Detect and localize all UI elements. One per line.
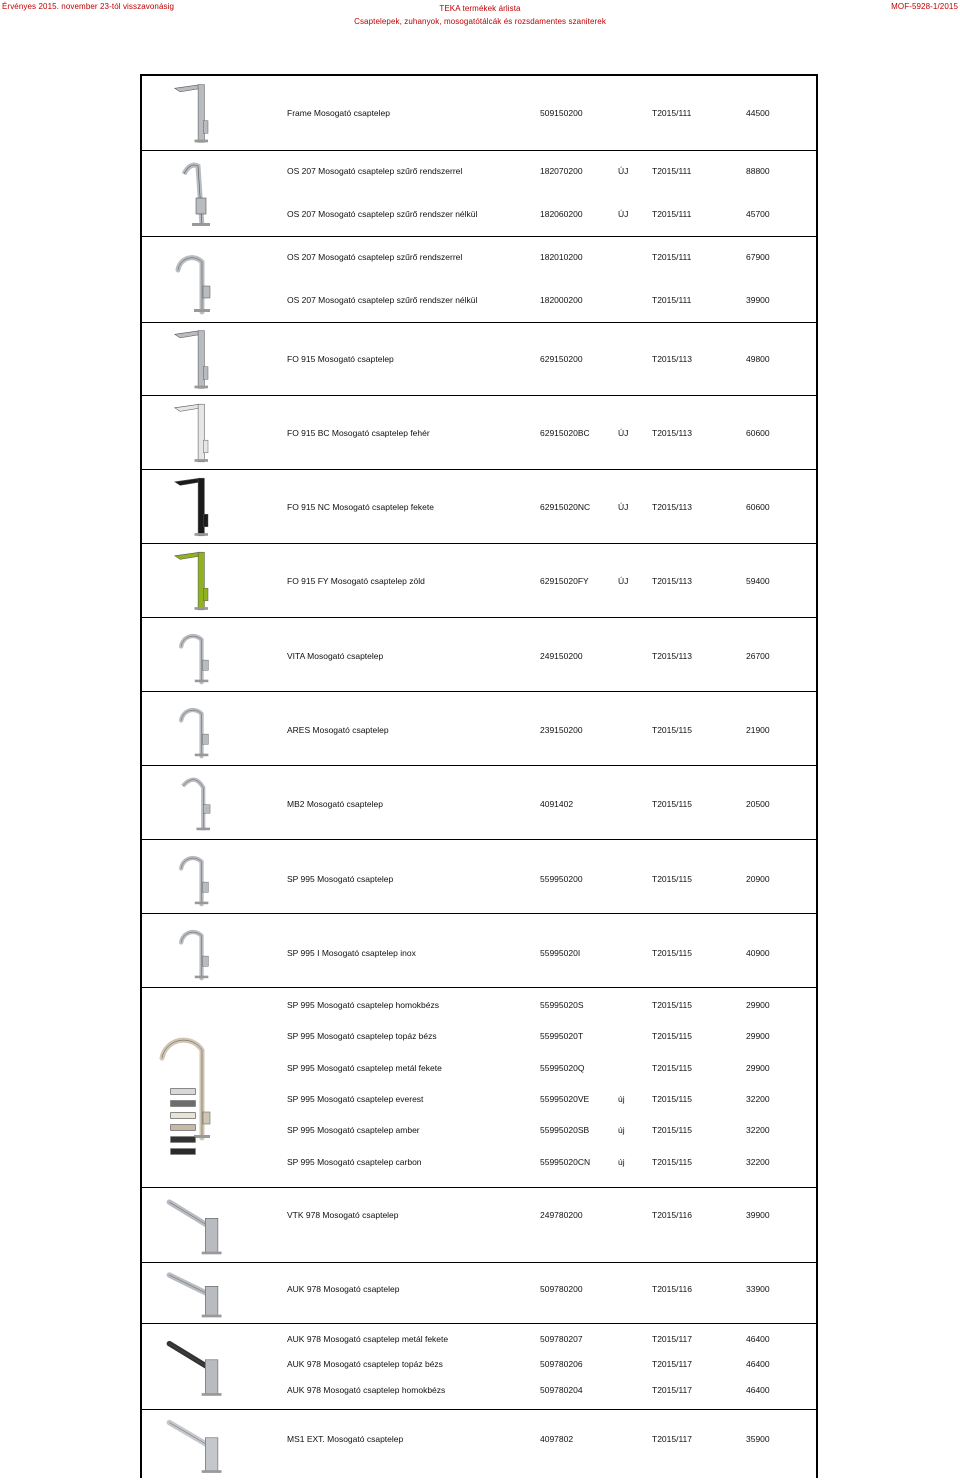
product-price: 32200 <box>746 1125 770 1135</box>
product-price: 46400 <box>746 1359 770 1369</box>
product-name: SP 995 I Mosogató csaptelep inox <box>287 948 416 958</box>
product-row <box>142 1434 816 1448</box>
product-code: 249150200 <box>540 651 583 661</box>
product-name: OS 207 Mosogató csaptelep szűrő rendszer nélkül <box>287 295 478 305</box>
product-code: 55995020VE <box>540 1094 590 1104</box>
product-name: FO 915 BC Mosogató csaptelep fehér <box>287 428 430 438</box>
product-code: 509780204 <box>540 1385 583 1395</box>
product-group <box>142 1410 816 1480</box>
catalog-ref: T2015/113 <box>652 502 693 512</box>
product-price: 45700 <box>746 209 770 219</box>
product-price: 60600 <box>746 502 770 512</box>
product-name: MS1 EXT. Mosogató csaptelep <box>287 1434 404 1444</box>
product-price: 32200 <box>746 1094 770 1104</box>
product-name: SP 995 Mosogató csaptelep homokbézs <box>287 1000 439 1010</box>
product-row <box>142 108 816 122</box>
product-row <box>142 166 816 180</box>
product-code: 55995020I <box>540 948 581 958</box>
product-price: 40900 <box>746 948 770 958</box>
product-price: 88800 <box>746 166 770 176</box>
product-row <box>142 502 816 516</box>
catalog-ref: T2015/115 <box>652 725 693 735</box>
catalog-ref: T2015/115 <box>652 1063 693 1073</box>
new-badge: ÚJ <box>618 502 629 512</box>
product-price: 39900 <box>746 295 770 305</box>
product-price: 46400 <box>746 1385 770 1395</box>
product-code: 55995020T <box>540 1031 584 1041</box>
product-row <box>142 1210 816 1224</box>
product-name: FO 915 NC Mosogató csaptelep fekete <box>287 502 434 512</box>
catalog-ref: T2015/116 <box>652 1284 693 1294</box>
product-name: MB2 Mosogató csaptelep <box>287 799 383 809</box>
product-row <box>142 799 816 813</box>
catalog-ref: T2015/115 <box>652 1000 693 1010</box>
catalog-ref: T2015/115 <box>652 1157 693 1167</box>
product-group <box>142 766 816 840</box>
product-name: FO 915 Mosogató csaptelep <box>287 354 394 364</box>
product-code: 55995020SB <box>540 1125 590 1135</box>
validity-note: Érvényes 2015. november 23-tól visszavonásig <box>2 2 175 11</box>
document-subtitle: Csaptelepek, zuhanyok, mosogatótálcák és rozsdamentes szaniterek <box>354 17 606 26</box>
product-name: AUK 978 Mosogató csaptelep homokbézs <box>287 1385 446 1395</box>
product-row <box>142 295 816 309</box>
product-name: AUK 978 Mosogató csaptelep metál fekete <box>287 1334 449 1344</box>
product-name: SP 995 Mosogató csaptelep <box>287 874 394 884</box>
faucet-icon <box>154 151 244 237</box>
product-code: 4097802 <box>540 1434 574 1444</box>
product-name: SP 995 Mosogató csaptelep carbon <box>287 1157 422 1167</box>
product-row <box>142 354 816 368</box>
product-name: ARES Mosogató csaptelep <box>287 725 389 735</box>
new-badge: ÚJ <box>618 576 629 586</box>
catalog-ref: T2015/111 <box>652 209 692 219</box>
catalog-ref: T2015/117 <box>652 1334 693 1344</box>
catalog-ref: T2015/115 <box>652 1031 693 1041</box>
new-badge: új <box>618 1157 625 1167</box>
catalog-ref: T2015/113 <box>652 428 693 438</box>
product-code: 182010200 <box>540 252 583 262</box>
product-name: AUK 978 Mosogató csaptelep <box>287 1284 400 1294</box>
product-code: 182070200 <box>540 166 583 176</box>
product-code: 62915020BC <box>540 428 590 438</box>
catalog-ref: T2015/115 <box>652 799 693 809</box>
catalog-ref: T2015/111 <box>652 252 692 262</box>
product-code: 55995020Q <box>540 1063 585 1073</box>
product-group <box>142 988 816 1188</box>
catalog-ref: T2015/111 <box>652 108 692 118</box>
color-swatch-icon <box>170 1112 196 1119</box>
product-row <box>142 725 816 739</box>
product-group <box>142 76 816 151</box>
product-name: SP 995 Mosogató csaptelep metál fekete <box>287 1063 442 1073</box>
product-price: 29900 <box>746 1063 770 1073</box>
product-code: 509780206 <box>540 1359 583 1369</box>
product-group <box>142 840 816 914</box>
product-name: FO 915 FY Mosogató csaptelep zöld <box>287 576 425 586</box>
product-name: VTK 978 Mosogató csaptelep <box>287 1210 399 1220</box>
product-row <box>142 252 816 266</box>
catalog-ref: T2015/113 <box>652 576 693 586</box>
product-group <box>142 618 816 692</box>
document-title: TEKA termékek árlista <box>439 4 521 13</box>
product-code: 509780207 <box>540 1334 583 1344</box>
catalog-ref: T2015/111 <box>652 295 692 305</box>
new-badge: ÚJ <box>618 166 629 176</box>
product-code: 182060200 <box>540 209 583 219</box>
catalog-ref: T2015/115 <box>652 948 693 958</box>
product-row <box>142 1385 816 1399</box>
product-name: OS 207 Mosogató csaptelep szűrő rendszer nélkül <box>287 209 478 219</box>
product-price: 32200 <box>746 1157 770 1167</box>
product-price: 49800 <box>746 354 770 364</box>
product-price: 33900 <box>746 1284 770 1294</box>
catalog-ref: T2015/115 <box>652 1125 693 1135</box>
price-table <box>140 74 818 1478</box>
product-row <box>142 1031 816 1045</box>
product-group <box>142 396 816 470</box>
new-badge: ÚJ <box>618 209 629 219</box>
product-name: SP 995 Mosogató csaptelep everest <box>287 1094 424 1104</box>
product-group <box>142 544 816 618</box>
product-row <box>142 428 816 442</box>
product-group <box>142 1263 816 1324</box>
product-price: 26700 <box>746 651 770 661</box>
document-title-block <box>0 2 960 28</box>
product-group <box>142 323 816 396</box>
product-code: 62915020FY <box>540 576 589 586</box>
new-badge: ÚJ <box>618 428 629 438</box>
catalog-ref: T2015/113 <box>652 651 693 661</box>
product-group <box>142 692 816 766</box>
product-code: 239150200 <box>540 725 583 735</box>
product-code: 509780200 <box>540 1284 583 1294</box>
product-group <box>142 1324 816 1410</box>
product-price: 67900 <box>746 252 770 262</box>
product-price: 20900 <box>746 874 770 884</box>
product-row <box>142 1000 816 1014</box>
product-code: 559950200 <box>540 874 583 884</box>
product-price: 29900 <box>746 1031 770 1041</box>
product-row <box>142 1359 816 1373</box>
product-name: SP 995 Mosogató csaptelep topáz bézs <box>287 1031 437 1041</box>
product-group <box>142 914 816 988</box>
product-row <box>142 651 816 665</box>
product-name: AUK 978 Mosogató csaptelep topáz bézs <box>287 1359 443 1369</box>
product-name: SP 995 Mosogató csaptelep amber <box>287 1125 420 1135</box>
product-code: 249780200 <box>540 1210 583 1220</box>
product-price: 39900 <box>746 1210 770 1220</box>
catalog-ref: T2015/111 <box>652 166 692 176</box>
product-price: 46400 <box>746 1334 770 1344</box>
product-price: 44500 <box>746 108 770 118</box>
new-badge: új <box>618 1125 625 1135</box>
catalog-ref: T2015/113 <box>652 354 693 364</box>
product-row <box>142 1334 816 1348</box>
product-code: 509150200 <box>540 108 583 118</box>
catalog-ref: T2015/117 <box>652 1385 693 1395</box>
product-row <box>142 1157 816 1171</box>
product-code: 55995020S <box>540 1000 584 1010</box>
catalog-ref: T2015/117 <box>652 1434 693 1444</box>
product-code: 629150200 <box>540 354 583 364</box>
product-code: 62915020NC <box>540 502 591 512</box>
product-row <box>142 1094 816 1108</box>
product-name: Frame Mosogató csaptelep <box>287 108 390 118</box>
new-badge: új <box>618 1094 625 1104</box>
catalog-ref: T2015/116 <box>652 1210 693 1220</box>
product-price: 21900 <box>746 725 770 735</box>
product-group <box>142 237 816 323</box>
product-row <box>142 1125 816 1139</box>
product-name: VITA Mosogató csaptelep <box>287 651 384 661</box>
product-group <box>142 151 816 237</box>
color-swatch-icon <box>170 1148 196 1155</box>
product-code: 4091402 <box>540 799 574 809</box>
catalog-ref: T2015/115 <box>652 1094 693 1104</box>
product-price: 20500 <box>746 799 770 809</box>
product-row <box>142 1284 816 1298</box>
faucet-icon <box>154 237 244 323</box>
product-row <box>142 1063 816 1077</box>
product-name: OS 207 Mosogató csaptelep szűrő rendszerrel <box>287 252 463 262</box>
product-row <box>142 948 816 962</box>
catalog-ref: T2015/117 <box>652 1359 693 1369</box>
product-code: 182000200 <box>540 295 583 305</box>
product-group <box>142 1188 816 1263</box>
product-row <box>142 576 816 590</box>
product-price: 60600 <box>746 428 770 438</box>
product-row <box>142 209 816 223</box>
product-price: 35900 <box>746 1434 770 1444</box>
reference-number: MOF-5928-1/2015 <box>891 2 958 11</box>
product-name: OS 207 Mosogató csaptelep szűrő rendszerrel <box>287 166 463 176</box>
product-code: 55995020CN <box>540 1157 591 1167</box>
product-price: 29900 <box>746 1000 770 1010</box>
product-group <box>142 470 816 544</box>
product-price: 59400 <box>746 576 770 586</box>
faucet-icon <box>154 1188 244 1263</box>
catalog-ref: T2015/115 <box>652 874 693 884</box>
product-row <box>142 874 816 888</box>
